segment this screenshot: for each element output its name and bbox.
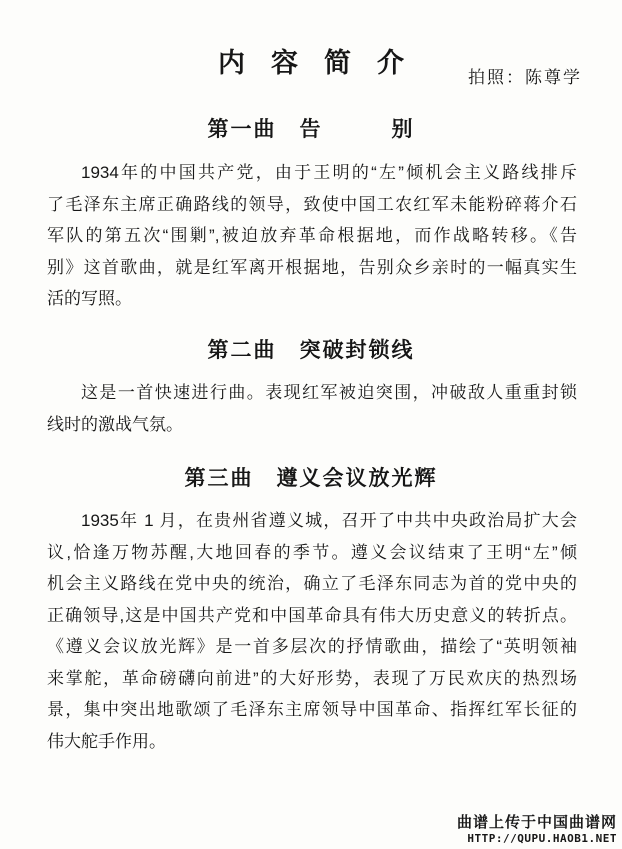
text-line: 了毛泽东主席正确路线的领导，致使中国工农红军未能粉碎蒋介石 xyxy=(47,194,577,214)
site-watermark xyxy=(457,814,617,847)
text-line: 伟大舵手作用。 xyxy=(47,731,166,751)
text-line: 线时的激战气氛。 xyxy=(47,414,183,434)
section-paragraph-song3 xyxy=(47,505,577,757)
text-line: 来掌舵，革命磅礴向前进”的大好形势，表现了万民欢庆的热烈场 xyxy=(47,668,577,688)
section-heading-song3: 第三曲 遵义会议放光辉 xyxy=(184,467,438,490)
watermark-text: 曲谱上传于中国曲谱网 xyxy=(456,813,617,831)
photo-credit: 拍照：陈尊学 xyxy=(468,68,582,87)
page-title: 内容简介 xyxy=(218,48,430,78)
text-line: 正确领导,这是中国共产党和中国革命具有伟大历史意义的转折点。 xyxy=(47,605,577,625)
text-line: 活的写照。 xyxy=(47,289,132,308)
watermark-url: HTTP://QUPU.HAOB1.NET xyxy=(467,832,617,846)
text-line: 机会主义路线在党中央的统治，确立了毛泽东同志为首的党中央的 xyxy=(47,574,577,593)
section-paragraph-song2 xyxy=(47,377,577,440)
text-line: 这是一首快速进行曲。表现红军被迫突围，冲破敌人重重封锁 xyxy=(81,383,577,402)
text-line: 《遵义会议放光辉》是一首多层次的抒情歌曲，描绘了“英明领袖 xyxy=(47,637,577,656)
text-line: 军队的第五次“围剿”,被迫放弃革命根据地，而作战略转移。《告 xyxy=(47,226,577,245)
section-paragraph-song1 xyxy=(47,157,577,315)
section-heading-song2: 第二曲 突破封锁线 xyxy=(207,339,415,362)
section-heading-song1: 第一曲 告 别 xyxy=(207,118,415,141)
text-line: 景，集中突出地歌颂了毛泽东主席领导中国革命、指挥红军长征的 xyxy=(47,700,577,719)
text-line: 1935年 1 月，在贵州省遵义城，召开了中共中央政治局扩大会 xyxy=(81,511,577,530)
text-line: 1934年的中国共产党，由于王明的“左”倾机会主义路线排斥 xyxy=(81,163,577,182)
text-line: 议,恰逢万物苏醒,大地回春的季节。遵义会议结束了王明“左”倾 xyxy=(47,542,577,562)
text-line: 别》这首歌曲，就是红军离开根据地，告别众乡亲时的一幅真实生 xyxy=(47,257,577,277)
